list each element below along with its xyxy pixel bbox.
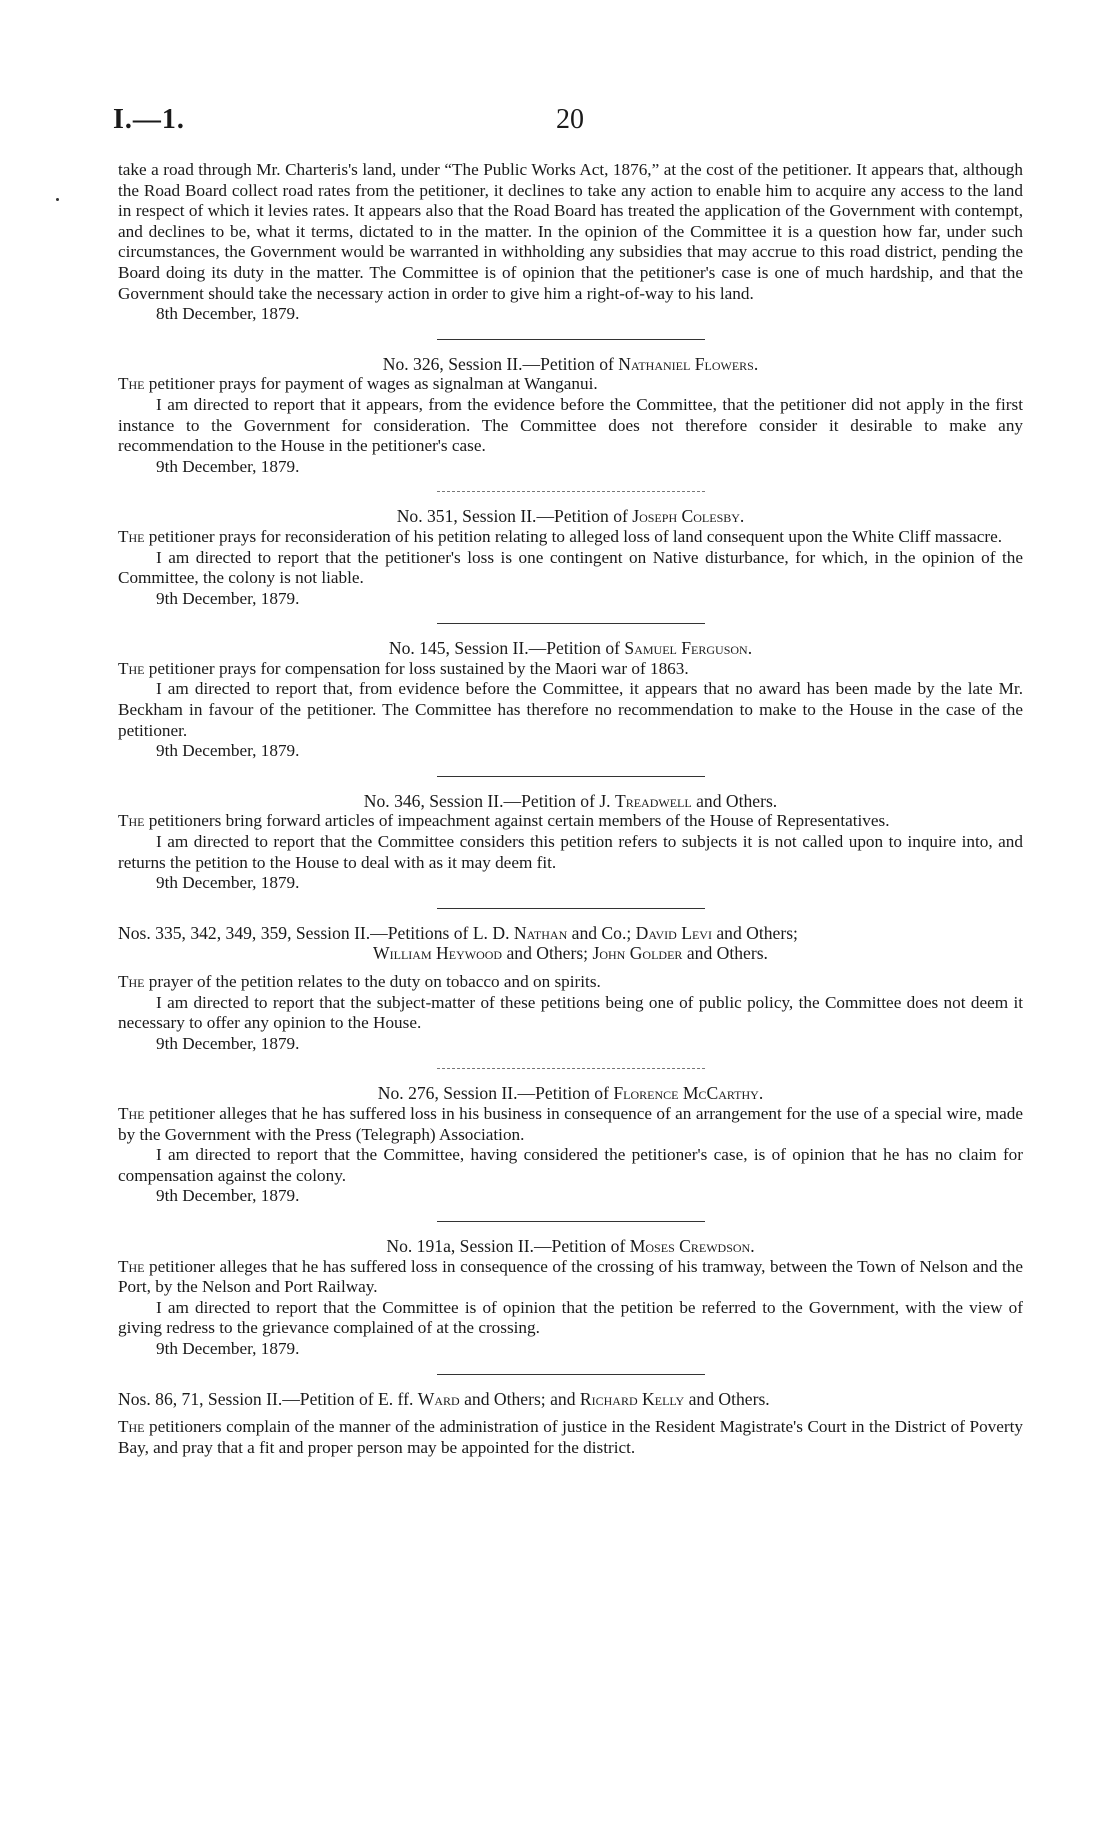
report-date: 9th December, 1879. — [156, 1338, 300, 1358]
section-divider — [437, 1221, 705, 1222]
report-date: 9th December, 1879. — [156, 741, 300, 761]
petition-heading — [118, 1389, 1023, 1410]
heading-text: No. 351, Session II.—Petition of — [396, 506, 633, 527]
heading-text: and Others. — [691, 790, 778, 811]
petition-heading — [118, 791, 1023, 812]
lead-word: The — [118, 972, 145, 991]
petition-prayer — [118, 1104, 1023, 1145]
petitioner-name: William Heywood — [373, 943, 503, 964]
petitioner-name: Treadwell — [614, 790, 692, 811]
heading-text: and Others. — [684, 1388, 770, 1409]
petition-heading — [118, 506, 1023, 527]
intro-paragraph: take a road through Mr. Charteris's land, under “The Public Works Act, 1876,” at the cost of the petitioner. It appears that, although the Road Board collect road rates from the petitioner, it declines to take any action to enable him to acquire any access to the land in respect of which it levies rates. It appears also that the Road Board has treated the application of the Government with contempt, and declines to be, what it terms, dictated to in the matter. In the opinion of the Committee it is a question how far, under such circumstances, the Government would be warranted in withholding any subsidies that may accrue to this road district, pending the Board doing its duty in the matter. The Committee is of opinion that the petitioner's case is one of much hardship, and that the Government should take the necessary action in order to give him a right-of-way to his land. — [118, 160, 1023, 303]
heading-text: No. 276, Session II.—Petition of — [377, 1083, 614, 1104]
petitioner-name: Florence McCarthy. — [613, 1083, 764, 1104]
heading-text: No. 191a, Session II.—Petition of — [386, 1235, 630, 1256]
prayer-text: petitioners complain of the manner of the administration of justice in the Resident Magistrate's Court in the District of Poverty Bay, and pray that a fit and proper person may be appointed for the district. — [118, 1417, 1023, 1457]
petition-heading — [118, 1236, 1023, 1257]
petition-section — [118, 506, 1023, 609]
heading-text: and Co.; — [567, 922, 636, 943]
prayer-text: petitioner alleges that he has suffered loss in consequence of the crossing of his tramway, between the Town of Nelson and the Port, by the Nelson and Port Railway. — [118, 1256, 1023, 1297]
section-divider — [437, 491, 705, 492]
prayer-text: petitioners bring forward articles of impeachment against certain members of the House of Representatives. — [144, 811, 890, 831]
lead-word: The — [118, 1103, 145, 1123]
section-divider — [437, 1068, 705, 1069]
petitioner-name: John Golder — [592, 943, 683, 964]
petition-prayer — [118, 527, 1023, 548]
heading-text: and Others; and — [459, 1388, 580, 1409]
section-divider — [437, 623, 705, 624]
prayer-text: petitioner prays for payment of wages as signalman at Wanganui. — [144, 374, 598, 394]
petitioner-name: Joseph Colesby. — [632, 506, 745, 527]
report-date: 9th December, 1879. — [156, 873, 300, 893]
petition-section — [118, 1389, 1023, 1459]
petition-section — [118, 923, 1023, 1055]
heading-text: and Others; — [502, 943, 593, 964]
petitioner-name: Richard Kelly — [579, 1388, 685, 1409]
section-divider — [437, 908, 705, 909]
petitioner-name: Nathaniel Flowers. — [618, 353, 759, 374]
petition-prayer — [118, 811, 1023, 832]
lead-word: The — [118, 811, 145, 831]
petition-heading-continued — [118, 943, 1023, 964]
committee-report: I am directed to report that it appears, from the evidence before the Committee, that the petitioner did not apply in the first instance to the Government for consideration. The Committee does not therefore consider it desirable to make any recommendation to the House in the petitioner's case. — [118, 394, 1023, 456]
petition-section — [118, 1083, 1023, 1207]
committee-report: I am directed to report that the Committee considers this petition refers to subjects it is not called upon to inquire into, and returns the petition to the House to deal with as it may deem fit. — [118, 832, 1023, 872]
committee-report: I am directed to report that the subject-matter of these petitions being one of public policy, the Committee does not deem it necessary to offer any opinion to the House. — [118, 992, 1023, 1033]
petition-heading — [118, 1083, 1023, 1104]
petition-prayer — [118, 659, 1023, 680]
prayer-text: petitioner prays for compensation for loss sustained by the Maori war of 1863. — [144, 658, 689, 678]
petitioner-name: David Levi — [635, 922, 712, 943]
document-reference: I.—1. — [113, 104, 185, 135]
committee-report: I am directed to report that the Committee is of opinion that the petition be referred to the Government, with the view of giving redress to the grievance complained of at the crossing. — [118, 1297, 1023, 1338]
page-header — [113, 104, 1023, 144]
petitioner-name: Samuel Ferguson. — [624, 638, 753, 659]
lead-word: The — [118, 658, 145, 678]
section-divider — [437, 776, 705, 777]
petition-prayer — [118, 1417, 1023, 1458]
committee-report: I am directed to report that the Committee, having considered the petitioner's case, is of opinion that he has no claim for compensation against the colony. — [118, 1145, 1023, 1185]
report-date: 9th December, 1879. — [156, 1186, 300, 1206]
petition-section — [118, 791, 1023, 894]
petitioner-name: Moses Crewdson. — [629, 1235, 755, 1256]
lead-word: The — [118, 1417, 145, 1437]
intro-section — [118, 160, 1023, 325]
heading-text: No. 346, Session II.—Petition of J. — [363, 790, 615, 811]
margin-mark — [56, 198, 59, 201]
committee-report: I am directed to report that the petitioner's loss is one contingent on Native disturbance, for which, in the opinion of the Committee, the colony is not liable. — [118, 547, 1023, 588]
prayer-text: petitioner prays for reconsideration of his petition relating to alleged loss of land consequent upon the White Cliff massacre. — [144, 526, 1003, 546]
prayer-text: petitioner alleges that he has suffered loss in his business in consequence of an arrangement for the use of a special wire, made by the Government with the Press (Telegraph) Association. — [118, 1103, 1023, 1144]
document-body — [118, 160, 1023, 1458]
petition-section — [118, 354, 1023, 478]
report-date: 9th December, 1879. — [156, 456, 300, 476]
petitioner-name: Nathan — [513, 922, 568, 943]
committee-report: I am directed to report that, from evidence before the Committee, it appears that no award has been made by the late Mr. Beckham in favour of the petitioner. The Committee has therefore no recommendation to make to the House in the case of the petitioner. — [118, 679, 1023, 740]
report-date: 8th December, 1879. — [156, 304, 300, 324]
petition-heading — [118, 638, 1023, 659]
petition-section — [118, 1236, 1023, 1360]
section-divider — [437, 1374, 705, 1375]
report-date: 9th December, 1879. — [156, 588, 300, 608]
report-date: 9th December, 1879. — [156, 1033, 300, 1053]
petition-heading — [118, 923, 1023, 944]
petition-prayer — [118, 374, 1023, 395]
section-divider — [437, 339, 705, 340]
heading-text: No. 145, Session II.—Petition of — [388, 638, 625, 659]
heading-text: Nos. 335, 342, 349, 359, Session II.—Petitions of L. D. — [118, 922, 514, 943]
prayer-text: prayer of the petition relates to the duty on tobacco and on spirits. — [144, 972, 601, 991]
petition-prayer — [118, 972, 1023, 993]
lead-word: The — [118, 374, 145, 394]
petition-heading — [118, 354, 1023, 375]
lead-word: The — [118, 1256, 145, 1276]
petition-section — [118, 638, 1023, 762]
lead-word: The — [118, 526, 145, 546]
petitioner-name: Ward — [417, 1388, 460, 1409]
heading-text: Nos. 86, 71, Session II.—Petition of E. ff. — [118, 1388, 418, 1409]
page-number: 20 — [556, 104, 584, 135]
heading-text: No. 326, Session II.—Petition of — [382, 353, 619, 374]
heading-text: and Others. — [682, 943, 768, 964]
petition-prayer — [118, 1257, 1023, 1298]
heading-text: and Others; — [711, 922, 798, 943]
